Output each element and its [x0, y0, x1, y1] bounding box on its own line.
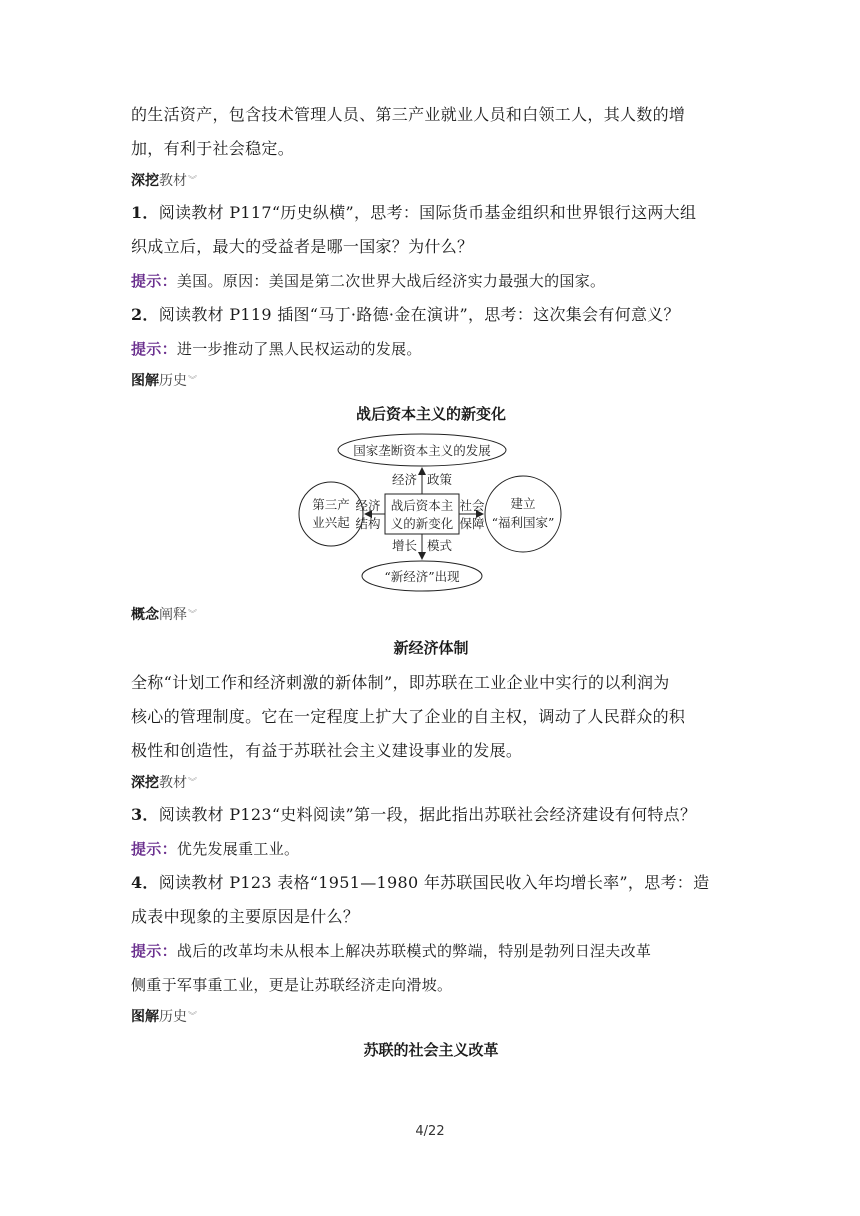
hint-label: 提示： — [131, 840, 177, 858]
concept-title: 新经济体制 — [393, 639, 469, 657]
right-node-text-1: 建立 — [510, 496, 536, 511]
hint-label: 提示： — [131, 942, 177, 960]
left-node-circle — [299, 482, 363, 546]
left-node-text-2: 业兴起 — [312, 515, 350, 530]
question-2 — [131, 298, 731, 332]
label-top-left: 经济 — [391, 472, 417, 487]
question-number: 4． — [131, 873, 159, 892]
question-1-line-1 — [131, 196, 731, 230]
section-heading-bold: 深挖 — [131, 775, 159, 791]
section-heading-diagram-2 — [131, 1002, 731, 1032]
right-node-circle — [485, 476, 561, 552]
hint-text: 战后的改革均未从根本上解决苏联模式的弊端，特别是勃列日涅夫改革 — [176, 942, 652, 960]
double-chevron-icon: ︾ — [188, 176, 198, 186]
label-bottom-left: 增长 — [391, 538, 417, 553]
question-1-line-2: 织成立后，最大的受益者是哪一国家？为什么？ — [131, 237, 474, 256]
diagram-svg — [131, 432, 731, 600]
hint-text: 美国。原因：美国是第二次世界大战后经济实力最强大的国家。 — [176, 272, 606, 290]
question-4-line-1 — [131, 866, 731, 900]
section-heading-light: 教材 — [159, 775, 187, 791]
diagram-1-title: 战后资本主义的新变化 — [355, 405, 506, 423]
question-4-line-2: 成表中现象的主要原因是什么？ — [131, 907, 360, 926]
intro-line-2: 加，有利于社会稳定。 — [131, 139, 295, 158]
diagram-2-title: 苏联的社会主义改革 — [363, 1041, 499, 1059]
question-number: 2． — [131, 305, 159, 324]
document-body — [131, 98, 731, 1068]
double-chevron-icon: ︾ — [188, 610, 198, 620]
label-left-top: 经济 — [355, 498, 381, 513]
question-text: 阅读教材 P117“历史纵横”，思考：国际货币基金组织和世界银行这两大组 — [158, 203, 697, 222]
right-node-text-2: “福利国家” — [491, 515, 555, 530]
question-text: 阅读教材 P119 插图“马丁·路德·金在演讲”，思考：这次集会有何意义？ — [158, 305, 680, 324]
section-heading-bold: 图解 — [131, 373, 159, 389]
label-right-top: 社会 — [459, 498, 485, 513]
section-heading-diagram — [131, 366, 731, 396]
double-chevron-icon: ︾ — [188, 778, 198, 788]
hint-text: 进一步推动了黑人民权运动的发展。 — [176, 340, 422, 358]
answer-3 — [131, 832, 731, 866]
label-top-right: 政策 — [427, 472, 453, 487]
concept-line-3: 极性和创造性，有益于苏联社会主义建设事业的发展。 — [131, 741, 523, 760]
top-node-text: 国家垄断资本主义的发展 — [353, 443, 491, 458]
concept-line-2: 核心的管理制度。它在一定程度上扩大了企业的自主权，调动了人民群众的积 — [131, 707, 686, 726]
section-heading-light: 阐释 — [159, 607, 187, 623]
intro-line-1: 的生活资产，包含技术管理人员、第三产业就业人员和白领工人，其人数的增 — [131, 105, 686, 124]
section-heading-bold: 图解 — [131, 1009, 159, 1025]
section-heading-bold: 概念 — [131, 607, 159, 623]
center-node-text-1: 战后资本主 — [390, 498, 454, 513]
section-heading-light: 历史 — [159, 373, 187, 389]
section-heading-deep-dig-2 — [131, 768, 731, 798]
page-number: 4/22 — [415, 1124, 445, 1139]
question-3 — [131, 798, 731, 832]
label-right-bottom: 保障 — [459, 516, 485, 531]
section-heading-light: 教材 — [159, 173, 187, 189]
center-node-text-2: 义的新变化 — [390, 516, 454, 531]
hint-label: 提示： — [131, 340, 177, 358]
answer-4-line-1 — [131, 934, 731, 968]
double-chevron-icon: ︾ — [188, 376, 198, 386]
bottom-node-text: “新经济”出现 — [384, 569, 460, 584]
hint-text: 优先发展重工业。 — [176, 840, 300, 858]
question-number: 1． — [131, 203, 159, 222]
left-node-text-1: 第三产 — [312, 497, 350, 512]
question-number: 3． — [131, 805, 159, 824]
section-heading-concept — [131, 600, 731, 630]
concept-line-1: 全称“计划工作和经济刺激的新体制”，即苏联在工业企业中实行的以利润为 — [131, 673, 670, 692]
question-text: 阅读教材 P123 表格“1951—1980 年苏联国民收入年均增长率”，思考：造 — [158, 873, 710, 892]
double-chevron-icon: ︾ — [188, 1012, 198, 1022]
section-heading-deep-dig — [131, 166, 731, 196]
answer-1 — [131, 264, 731, 298]
capitalism-changes-diagram — [131, 432, 731, 600]
answer-4-line-2: 侧重于军事重工业，更是让苏联经济走向滑坡。 — [131, 976, 453, 994]
answer-2 — [131, 332, 731, 366]
label-bottom-right: 模式 — [427, 538, 453, 553]
section-heading-light: 历史 — [159, 1009, 187, 1025]
hint-label: 提示： — [131, 272, 177, 290]
label-left-bottom: 结构 — [355, 516, 381, 531]
question-text: 阅读教材 P123“史料阅读”第一段，据此指出苏联社会经济建设有何特点？ — [158, 805, 697, 824]
section-heading-bold: 深挖 — [131, 173, 159, 189]
